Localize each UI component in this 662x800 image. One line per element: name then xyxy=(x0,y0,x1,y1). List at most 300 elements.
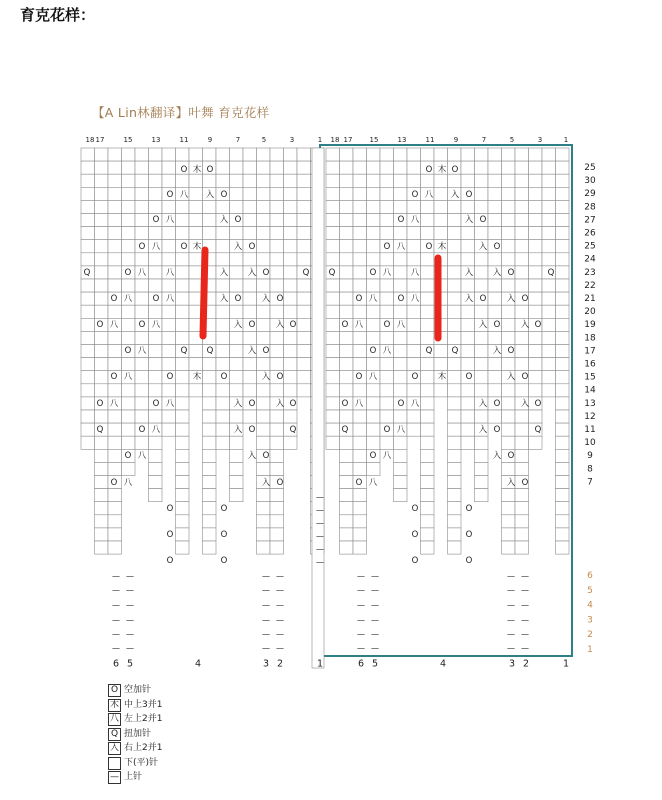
grid-cell xyxy=(556,423,570,436)
stitch-symbol: O xyxy=(397,215,405,225)
stitch-symbol: 入 xyxy=(261,372,271,382)
grid-cell xyxy=(81,410,95,423)
grid-cell xyxy=(542,227,556,240)
grid-cell xyxy=(340,174,354,187)
grid-cell xyxy=(135,358,149,371)
grid-cell xyxy=(353,436,367,449)
grid-cell xyxy=(176,436,190,449)
bottom-col-label: 6 xyxy=(357,658,365,670)
grid-cell xyxy=(257,515,271,528)
grid-cell xyxy=(448,423,462,436)
grid-cell xyxy=(189,253,203,266)
grid-cell xyxy=(297,148,311,161)
grid-cell xyxy=(326,397,340,410)
grid-cell xyxy=(461,174,475,187)
grid-cell xyxy=(257,279,271,292)
stitch-symbol: Q xyxy=(96,425,104,435)
purl-mark: — xyxy=(521,615,529,625)
grid-cell xyxy=(243,253,257,266)
grid-cell xyxy=(421,200,435,213)
grid-cell xyxy=(270,174,284,187)
grid-cell xyxy=(367,423,381,436)
grid-cell xyxy=(108,279,122,292)
grid-cell xyxy=(203,502,217,515)
grid-cell xyxy=(515,174,529,187)
grid-cell xyxy=(270,489,284,502)
grid-cell xyxy=(162,345,176,358)
grid-cell xyxy=(556,515,570,528)
top-col-label-left: 3 xyxy=(289,136,295,144)
grid-cell xyxy=(353,148,367,161)
grid-cell xyxy=(556,384,570,397)
stitch-symbol: 八 xyxy=(410,268,420,278)
grid-cell xyxy=(475,279,489,292)
grid-cell xyxy=(421,449,435,462)
stitch-symbol: O xyxy=(465,556,473,566)
row-label: 12 xyxy=(584,411,596,422)
grid-cell xyxy=(421,384,435,397)
stitch-symbol: 八 xyxy=(109,320,119,330)
grid-cell xyxy=(257,436,271,449)
grid-cell xyxy=(230,371,244,384)
stitch-symbol: 入 xyxy=(205,190,215,200)
grid-cell xyxy=(95,187,109,200)
stitch-symbol: O xyxy=(355,478,363,488)
grid-cell xyxy=(448,227,462,240)
grid-cell xyxy=(353,541,367,554)
stitch-symbol: 入 xyxy=(219,294,229,304)
grid-cell xyxy=(270,187,284,200)
grid-cell xyxy=(340,449,354,462)
grid-cell xyxy=(243,384,257,397)
grid-cell xyxy=(461,161,475,174)
stitch-symbol: 入 xyxy=(478,399,488,409)
grid-cell xyxy=(394,489,408,502)
grid-cell xyxy=(81,331,95,344)
grid-cell xyxy=(81,345,95,358)
grid-cell xyxy=(326,279,340,292)
ssk-symbol-icon: 入 xyxy=(109,743,119,753)
stitch-symbol: O xyxy=(248,320,256,330)
stitch-symbol: Q xyxy=(547,268,555,278)
grid-cell xyxy=(108,358,122,371)
row-label: 28 xyxy=(584,202,596,213)
bottom-col-label: 3 xyxy=(508,658,516,670)
grid-cell xyxy=(461,331,475,344)
grid-cell xyxy=(149,148,163,161)
grid-cell xyxy=(149,436,163,449)
grid-cell xyxy=(448,318,462,331)
grid-cell xyxy=(542,345,556,358)
grid-cell xyxy=(448,515,462,528)
grid-cell xyxy=(176,214,190,227)
stitch-symbol: O xyxy=(451,165,459,175)
grid-cell xyxy=(502,279,516,292)
grid-cell xyxy=(394,436,408,449)
stitch-symbol: 木 xyxy=(192,242,202,252)
grid-cell xyxy=(270,345,284,358)
grid-cell xyxy=(434,200,448,213)
bottom-col-label: 3 xyxy=(262,658,270,670)
grid-cell xyxy=(230,489,244,502)
stitch-symbol: O xyxy=(411,372,419,382)
grid-cell xyxy=(529,384,543,397)
grid-cell xyxy=(284,148,298,161)
grid-cell xyxy=(95,240,109,253)
purl-mark: — xyxy=(126,571,134,581)
grid-cell xyxy=(340,292,354,305)
grid-cell xyxy=(542,187,556,200)
grid-cell xyxy=(340,214,354,227)
grid-cell xyxy=(353,345,367,358)
stitch-symbol: O xyxy=(152,399,160,409)
grid-cell xyxy=(230,331,244,344)
grid-cell xyxy=(529,253,543,266)
purl-mark: — xyxy=(126,615,134,625)
grid-cell xyxy=(162,240,176,253)
row-label: 13 xyxy=(584,398,596,409)
grid-cell xyxy=(326,253,340,266)
grid-cell xyxy=(340,331,354,344)
grid-cell xyxy=(176,200,190,213)
grid-cell xyxy=(340,345,354,358)
grid-cell xyxy=(230,449,244,462)
grid-cell xyxy=(394,462,408,475)
stitch-symbol: O xyxy=(369,451,377,461)
stitch-symbol: 木 xyxy=(437,242,447,252)
grid-cell xyxy=(434,187,448,200)
grid-cell xyxy=(243,227,257,240)
grid-cell xyxy=(297,240,311,253)
stitch-symbol: 入 xyxy=(247,451,257,461)
purl-mark: — xyxy=(126,629,134,639)
stitch-symbol: 入 xyxy=(478,320,488,330)
grid-cell xyxy=(353,462,367,475)
grid-cell xyxy=(108,502,122,515)
grid-cell xyxy=(340,528,354,541)
grid-cell xyxy=(340,541,354,554)
grid-cell xyxy=(448,384,462,397)
grid-cell xyxy=(270,148,284,161)
grid-cell xyxy=(353,423,367,436)
grid-cell xyxy=(394,148,408,161)
stitch-symbol: 木 xyxy=(437,165,447,175)
stitch-symbol: O xyxy=(248,242,256,252)
stitch-symbol: 入 xyxy=(219,215,229,225)
stitch-symbol: O xyxy=(138,425,146,435)
grid-cell xyxy=(529,331,543,344)
grid-cell xyxy=(380,187,394,200)
lower-row-label: 6 xyxy=(587,571,593,581)
grid-cell xyxy=(475,384,489,397)
grid-cell xyxy=(529,148,543,161)
stitch-symbol: O xyxy=(341,399,349,409)
grid-cell xyxy=(556,214,570,227)
grid-cell xyxy=(297,331,311,344)
grid-cell xyxy=(189,266,203,279)
grid-cell xyxy=(270,279,284,292)
purl-mark: — xyxy=(112,585,120,595)
top-col-label-right: 18 xyxy=(330,136,340,144)
grid-cell xyxy=(297,279,311,292)
grid-cell xyxy=(556,541,570,554)
grid-cell xyxy=(502,305,516,318)
grid-cell xyxy=(257,318,271,331)
grid-cell xyxy=(162,358,176,371)
purl-mark: — xyxy=(521,600,529,610)
grid-cell xyxy=(394,410,408,423)
grid-cell xyxy=(367,331,381,344)
grid-cell xyxy=(353,515,367,528)
grid-cell xyxy=(556,489,570,502)
grid-cell xyxy=(556,187,570,200)
stitch-symbol: O xyxy=(138,242,146,252)
stitch-symbol: Q xyxy=(534,425,542,435)
grid-cell xyxy=(284,331,298,344)
stitch-symbol: O xyxy=(465,530,473,540)
grid-cell xyxy=(448,436,462,449)
row-label: 20 xyxy=(584,307,596,318)
grid-cell xyxy=(162,174,176,187)
grid-cell xyxy=(230,436,244,449)
stitch-symbol: 八 xyxy=(396,425,406,435)
grid-cell xyxy=(448,174,462,187)
grid-cell xyxy=(135,331,149,344)
grid-cell xyxy=(176,528,190,541)
grid-cell xyxy=(176,476,190,489)
grid-cell xyxy=(326,423,340,436)
grid-cell xyxy=(542,384,556,397)
grid-cell xyxy=(297,345,311,358)
grid-cell xyxy=(122,462,136,475)
grid-cell xyxy=(556,397,570,410)
grid-cell xyxy=(353,384,367,397)
grid-cell xyxy=(326,436,340,449)
grid-cell xyxy=(149,462,163,475)
grid-cell xyxy=(502,358,516,371)
grid-cell xyxy=(380,410,394,423)
grid-cell xyxy=(122,423,136,436)
stitch-symbol: O xyxy=(411,530,419,540)
grid-cell xyxy=(515,515,529,528)
grid-cell xyxy=(502,462,516,475)
stitch-symbol: O xyxy=(369,268,377,278)
stitch-symbol: O xyxy=(465,504,473,514)
grid-cell xyxy=(257,331,271,344)
grid-cell xyxy=(108,410,122,423)
grid-cell xyxy=(216,148,230,161)
grid-cell xyxy=(230,187,244,200)
stitch-symbol: 八 xyxy=(137,268,147,278)
purl-mark: — xyxy=(357,585,365,595)
grid-cell xyxy=(542,240,556,253)
grid-cell xyxy=(556,345,570,358)
grid-cell xyxy=(515,187,529,200)
stitch-symbol: 入 xyxy=(492,268,502,278)
purl-mark: — xyxy=(126,643,134,653)
page-title: 育克花样： xyxy=(20,6,96,24)
purl-mark: — xyxy=(357,615,365,625)
top-col-label-left: 11 xyxy=(179,136,189,144)
grid-cell xyxy=(162,161,176,174)
grid-cell xyxy=(407,161,421,174)
grid-cell xyxy=(122,358,136,371)
grid-cell xyxy=(434,227,448,240)
grid-cell xyxy=(407,345,421,358)
grid-cell xyxy=(421,423,435,436)
stitch-symbol: O xyxy=(411,504,419,514)
grid-cell xyxy=(95,279,109,292)
stitch-symbol: O xyxy=(383,242,391,252)
grid-cell xyxy=(81,397,95,410)
grid-cell xyxy=(284,240,298,253)
grid-cell xyxy=(95,410,109,423)
bottom-col-label: 4 xyxy=(194,658,202,670)
grid-cell xyxy=(270,240,284,253)
grid-cell xyxy=(297,305,311,318)
grid-cell xyxy=(502,502,516,515)
grid-cell xyxy=(380,161,394,174)
stitch-symbol: O xyxy=(521,372,529,382)
grid-cell xyxy=(556,449,570,462)
grid-cell xyxy=(149,174,163,187)
grid-cell xyxy=(108,266,122,279)
grid-cell xyxy=(353,187,367,200)
purl-mark: — xyxy=(371,571,379,581)
stitch-symbol: O xyxy=(166,504,174,514)
grid-cell xyxy=(149,384,163,397)
grid-cell xyxy=(81,305,95,318)
grid-cell xyxy=(421,174,435,187)
grid-cell xyxy=(380,358,394,371)
grid-cell xyxy=(488,279,502,292)
grid-cell xyxy=(448,266,462,279)
grid-cell xyxy=(461,305,475,318)
grid-cell xyxy=(176,462,190,475)
grid-cell xyxy=(270,305,284,318)
grid-cell xyxy=(421,462,435,475)
grid-cell xyxy=(529,161,543,174)
stitch-symbol: 入 xyxy=(506,478,516,488)
top-col-label-right: 1 xyxy=(563,136,569,144)
grid-cell xyxy=(81,384,95,397)
grid-cell xyxy=(284,371,298,384)
grid-cell xyxy=(108,227,122,240)
grid-cell xyxy=(122,240,136,253)
stitch-symbol: O xyxy=(206,165,214,175)
grid-cell xyxy=(542,305,556,318)
grid-cell xyxy=(421,148,435,161)
stitch-symbol: 入 xyxy=(247,346,257,356)
grid-cell xyxy=(421,214,435,227)
stitch-symbol: 八 xyxy=(382,268,392,278)
grid-cell xyxy=(475,187,489,200)
grid-cell xyxy=(394,200,408,213)
grid-cell xyxy=(488,305,502,318)
grid-cell xyxy=(367,174,381,187)
grid-cell xyxy=(135,384,149,397)
grid-cell xyxy=(95,449,109,462)
grid-cell xyxy=(407,253,421,266)
grid-cell xyxy=(475,305,489,318)
grid-cell xyxy=(448,253,462,266)
lower-row-label: 1 xyxy=(587,645,593,655)
grid-cell xyxy=(340,227,354,240)
grid-cell xyxy=(270,200,284,213)
grid-cell xyxy=(488,227,502,240)
grid-cell xyxy=(380,292,394,305)
grid-cell xyxy=(515,331,529,344)
grid-cell xyxy=(502,148,516,161)
grid-cell xyxy=(340,200,354,213)
grid-cell xyxy=(353,528,367,541)
grid-cell xyxy=(284,410,298,423)
grid-cell xyxy=(122,397,136,410)
grid-cell xyxy=(257,200,271,213)
top-col-label-right: 3 xyxy=(537,136,543,144)
row-label: 22 xyxy=(584,280,596,291)
purl-mark: — xyxy=(276,615,284,625)
grid-cell xyxy=(176,397,190,410)
m1-symbol-icon: Q xyxy=(108,728,121,741)
grid-cell xyxy=(243,214,257,227)
stitch-symbol: O xyxy=(110,294,118,304)
grid-cell xyxy=(81,214,95,227)
grid-cell xyxy=(353,331,367,344)
grid-cell xyxy=(135,279,149,292)
stitch-symbol: O xyxy=(166,372,174,382)
grid-cell xyxy=(189,345,203,358)
stitch-symbol: Q xyxy=(206,346,214,356)
row-label: 21 xyxy=(584,294,596,304)
grid-cell xyxy=(556,279,570,292)
grid-cell xyxy=(394,384,408,397)
grid-cell xyxy=(108,187,122,200)
grid-cell xyxy=(340,462,354,475)
grid-cell xyxy=(421,253,435,266)
grid-cell xyxy=(448,489,462,502)
row-label: 27 xyxy=(584,215,596,226)
stitch-symbol: 八 xyxy=(368,478,378,488)
stitch-symbol: O xyxy=(289,320,297,330)
stitch-symbol: O xyxy=(507,268,515,278)
grid-cell xyxy=(122,305,136,318)
grid-cell xyxy=(122,200,136,213)
grid-cell xyxy=(515,200,529,213)
lower-row-label: 3 xyxy=(587,615,593,626)
grid-cell xyxy=(380,200,394,213)
grid-cell xyxy=(488,174,502,187)
grid-cell xyxy=(502,161,516,174)
grid-cell xyxy=(122,214,136,227)
grid-cell xyxy=(108,436,122,449)
grid-cell xyxy=(407,174,421,187)
stitch-symbol: O xyxy=(152,215,160,225)
grid-cell xyxy=(542,148,556,161)
grid-cell xyxy=(556,292,570,305)
grid-cell xyxy=(448,305,462,318)
grid-cell xyxy=(556,528,570,541)
grid-cell xyxy=(122,174,136,187)
stitch-symbol: O xyxy=(96,320,104,330)
bottom-col-label: 4 xyxy=(439,658,447,670)
grid-cell xyxy=(515,384,529,397)
grid-cell xyxy=(502,436,516,449)
stitch-symbol: O xyxy=(479,294,487,304)
stitch-symbol: 入 xyxy=(233,399,243,409)
grid-cell xyxy=(421,528,435,541)
stitch-symbol: O xyxy=(425,242,433,252)
